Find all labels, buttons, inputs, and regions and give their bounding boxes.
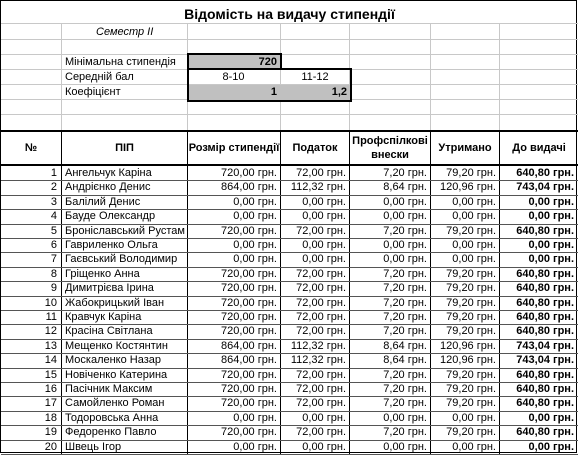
table-cell[interactable]: 7,20 грн. [383, 167, 427, 179]
table-cell[interactable]: 79,20 грн. [446, 167, 496, 179]
table-cell[interactable]: Тодоровська Анна [65, 412, 159, 424]
table-cell[interactable]: 0,00 грн. [383, 441, 427, 453]
table-cell[interactable]: 743,04 грн. [516, 340, 574, 352]
table-cell[interactable]: 0,00 грн. [233, 441, 277, 453]
table-cell[interactable]: Пасічник Максим [65, 383, 153, 395]
table-cell[interactable]: 12 [44, 325, 57, 337]
col-header-tax: Податок [292, 142, 338, 154]
sheet-title: Відомість на видачу стипендії [184, 6, 395, 22]
table-cell[interactable]: 120,96 грн. [440, 181, 496, 193]
table-cell[interactable]: 720,00 грн. [221, 383, 277, 395]
table-cell[interactable]: 17 [44, 397, 57, 409]
semester-label: Семестр II [96, 26, 154, 38]
table-cell[interactable]: 0,00 грн. [233, 253, 277, 265]
table-cell[interactable]: Самойленко Роман [65, 397, 165, 409]
min-scholarship-label: Мінімальна стипендія [65, 56, 176, 68]
table-cell[interactable]: 72,00 грн. [296, 325, 346, 337]
table-cell[interactable]: Балілий Денис [65, 196, 141, 208]
table-cell[interactable]: 720,00 грн. [221, 397, 277, 409]
table-cell[interactable]: 10 [44, 297, 57, 309]
table-cell[interactable]: 18 [44, 412, 57, 424]
table-cell[interactable]: 0,00 грн. [452, 441, 496, 453]
table-cell[interactable]: Броніславський Рустам [65, 225, 185, 237]
table-cell[interactable]: 72,00 грн. [296, 397, 346, 409]
table-cell[interactable]: Красіна Світлана [65, 325, 153, 337]
table-cell[interactable]: 120,96 грн. [440, 340, 496, 352]
table-cell[interactable]: 72,00 грн. [296, 282, 346, 294]
table-cell[interactable]: 8 [50, 268, 57, 280]
table-cell[interactable]: 72,00 грн. [296, 369, 346, 381]
table-cell[interactable]: Москаленко Назар [65, 354, 162, 366]
table-cell[interactable]: 640,80 грн. [516, 426, 574, 438]
table-cell[interactable]: 7,20 грн. [383, 297, 427, 309]
table-cell[interactable]: Андрієнко Денис [65, 181, 151, 193]
table-cell[interactable]: 0,00 грн. [383, 210, 427, 222]
col-header-payout: До видачі [512, 142, 566, 154]
table-cell[interactable]: 5 [50, 225, 57, 237]
table-cell[interactable]: 0,00 грн. [452, 412, 496, 424]
table-cell[interactable]: Кравчук Каріна [65, 311, 142, 323]
table-cell[interactable]: 0,00 грн. [233, 239, 277, 251]
table-cell[interactable]: 9 [50, 282, 57, 294]
avg-range-1[interactable]: 8-10 [222, 71, 245, 83]
table-cell[interactable]: Бауде Олександр [65, 210, 156, 222]
table-cell[interactable]: 720,00 грн. [221, 268, 277, 280]
min-scholarship-value: 720 [258, 56, 277, 68]
table-cell[interactable]: 864,00 грн. [221, 181, 277, 193]
table-cell[interactable]: Гаєвський Володимир [65, 253, 178, 265]
table-cell[interactable]: 743,04 грн. [516, 354, 574, 366]
table-cell[interactable]: 7,20 грн. [383, 282, 427, 294]
table-cell[interactable]: 0,00 грн. [452, 239, 496, 251]
table-cell[interactable]: 0,00 грн. [452, 253, 496, 265]
table-cell[interactable]: 20 [44, 441, 57, 453]
table-cell[interactable]: Димитрієва Ірина [65, 282, 154, 294]
table-cell[interactable]: 720,00 грн. [221, 282, 277, 294]
table-cell[interactable]: 8,64 грн. [383, 354, 427, 366]
table-cell[interactable]: 720,00 грн. [221, 325, 277, 337]
table-cell[interactable]: 0,00 грн. [383, 412, 427, 424]
table-cell[interactable]: 72,00 грн. [296, 225, 346, 237]
table-cell[interactable]: 79,20 грн. [446, 311, 496, 323]
table-cell[interactable]: 640,80 грн. [516, 297, 574, 309]
table-cell[interactable]: 0,00 грн. [528, 441, 574, 453]
table-cell[interactable]: 720,00 грн. [221, 225, 277, 237]
table-cell[interactable]: 0,00 грн. [528, 239, 574, 251]
coefficient-2[interactable]: 1,2 [331, 86, 347, 98]
table-cell[interactable]: Мещенко Костянтин [65, 340, 168, 352]
table-cell[interactable]: Швець Ігор [65, 441, 122, 453]
table-cell[interactable]: 72,00 грн. [296, 383, 346, 395]
table-cell[interactable]: 79,20 грн. [446, 397, 496, 409]
table-cell[interactable]: 7,20 грн. [383, 369, 427, 381]
table-cell[interactable]: 0,00 грн. [302, 412, 346, 424]
table-cell[interactable]: 120,96 грн. [440, 354, 496, 366]
table-cell[interactable]: 720,00 грн. [221, 426, 277, 438]
table-cell[interactable]: 72,00 грн. [296, 426, 346, 438]
table-cell[interactable]: 7,20 грн. [383, 325, 427, 337]
table-cell[interactable]: 7 [50, 253, 57, 265]
table-cell[interactable]: 7,20 грн. [383, 311, 427, 323]
col-header-amount: Розмір стипендії [188, 142, 280, 154]
gridline [1, 114, 578, 115]
table-cell[interactable]: Ангельчук Каріна [65, 167, 152, 179]
table-cell[interactable]: 640,80 грн. [516, 325, 574, 337]
table-cell[interactable]: 112,32 грн. [290, 340, 346, 352]
table-cell[interactable]: Федоренко Павло [65, 426, 157, 438]
table-cell[interactable]: 720,00 грн. [221, 369, 277, 381]
table-cell[interactable]: 79,20 грн. [446, 383, 496, 395]
coefficient-label: Коефіцієнт [65, 86, 121, 98]
table-cell[interactable]: 0,00 грн. [302, 253, 346, 265]
table-cell[interactable]: 0,00 грн. [233, 196, 277, 208]
table-cell[interactable]: 0,00 грн. [383, 239, 427, 251]
table-cell[interactable]: 72,00 грн. [296, 167, 346, 179]
table-cell[interactable]: 640,80 грн. [516, 225, 574, 237]
table-cell[interactable]: 0,00 грн. [302, 210, 346, 222]
table-cell[interactable]: 0,00 грн. [233, 412, 277, 424]
table-cell[interactable]: 1 [50, 167, 57, 179]
table-cell[interactable]: 0,00 грн. [452, 196, 496, 208]
table-cell[interactable]: Жабокрицький Іван [65, 297, 165, 309]
table-cell[interactable]: 640,80 грн. [516, 397, 574, 409]
table-cell[interactable]: 640,80 грн. [516, 383, 574, 395]
table-cell[interactable]: 16 [44, 383, 57, 395]
table-cell[interactable]: 0,00 грн. [528, 412, 574, 424]
table-cell[interactable]: 79,20 грн. [446, 426, 496, 438]
table-cell[interactable]: 79,20 грн. [446, 325, 496, 337]
table-cell[interactable]: 640,80 грн. [516, 268, 574, 280]
table-cell[interactable]: 4 [50, 210, 57, 222]
table-cell[interactable]: 72,00 грн. [296, 311, 346, 323]
table-cell[interactable]: 864,00 грн. [221, 354, 277, 366]
table-cell[interactable]: 8,64 грн. [383, 340, 427, 352]
table-cell[interactable]: 7,20 грн. [383, 268, 427, 280]
table-cell[interactable]: 6 [50, 239, 57, 251]
table-cell[interactable]: 79,20 грн. [446, 268, 496, 280]
table-cell[interactable]: Новіченко Катерина [65, 369, 168, 381]
table-cell[interactable]: 112,32 грн. [290, 354, 346, 366]
table-cell[interactable]: 640,80 грн. [516, 282, 574, 294]
table-cell[interactable]: 640,80 грн. [516, 311, 574, 323]
table-cell[interactable]: 0,00 грн. [528, 210, 574, 222]
table-cell[interactable]: 15 [44, 369, 57, 381]
table-cell[interactable]: 0,00 грн. [528, 196, 574, 208]
table-cell[interactable]: 0,00 грн. [233, 210, 277, 222]
col-header-withheld: Утримано [438, 142, 492, 154]
table-cell[interactable]: 7,20 грн. [383, 397, 427, 409]
col-divider [61, 130, 62, 454]
table-cell[interactable]: Гавриленко Ольга [65, 239, 158, 251]
table-cell[interactable]: 3 [50, 196, 57, 208]
avg-range-2[interactable]: 11-12 [301, 71, 329, 83]
coefficient-1[interactable]: 1 [270, 86, 277, 98]
table-cell[interactable]: 640,80 грн. [516, 167, 574, 179]
table-cell[interactable]: 0,00 грн. [383, 253, 427, 265]
table-cell[interactable]: 743,04 грн. [516, 181, 574, 193]
table-cell[interactable]: 13 [44, 340, 57, 352]
table-cell[interactable]: 79,20 грн. [446, 225, 496, 237]
table-cell[interactable]: 7,20 грн. [383, 225, 427, 237]
gridline [1, 23, 578, 24]
table-cell[interactable]: 72,00 грн. [296, 297, 346, 309]
col-header-number: № [24, 142, 38, 154]
table-cell[interactable]: 112,32 грн. [290, 181, 346, 193]
table-cell[interactable]: 0,00 грн. [383, 196, 427, 208]
table-cell[interactable]: 72,00 грн. [296, 268, 346, 280]
table-cell[interactable]: 7,20 грн. [383, 383, 427, 395]
table-cell[interactable]: 0,00 грн. [302, 441, 346, 453]
table-cell[interactable]: 720,00 грн. [221, 311, 277, 323]
table-cell[interactable]: 79,20 грн. [446, 369, 496, 381]
avg-grade-label: Середній бал [65, 71, 134, 83]
table-cell[interactable]: 2 [50, 181, 57, 193]
table-cell[interactable]: 0,00 грн. [528, 253, 574, 265]
table-cell[interactable]: 720,00 грн. [221, 297, 277, 309]
table-cell[interactable]: 640,80 грн. [516, 369, 574, 381]
table-cell[interactable]: 720,00 грн. [221, 167, 277, 179]
col-header-name: ПІП [115, 142, 134, 154]
table-cell[interactable]: 19 [44, 426, 57, 438]
table-cell[interactable]: 79,20 грн. [446, 297, 496, 309]
table-cell[interactable]: 7,20 грн. [383, 426, 427, 438]
table-cell[interactable]: 864,00 грн. [221, 340, 277, 352]
col-header-union: Профспілкові внески [352, 135, 428, 161]
table-cell[interactable]: 11 [45, 311, 57, 323]
table-cell[interactable]: 0,00 грн. [452, 210, 496, 222]
table-cell[interactable]: 8,64 грн. [383, 181, 427, 193]
table-cell[interactable]: 14 [44, 354, 57, 366]
table-cell[interactable]: 79,20 грн. [446, 282, 496, 294]
table-cell[interactable]: 0,00 грн. [302, 239, 346, 251]
table-cell[interactable]: Гріщенко Анна [65, 268, 140, 280]
table-cell[interactable]: 0,00 грн. [302, 196, 346, 208]
gridline [1, 39, 578, 40]
